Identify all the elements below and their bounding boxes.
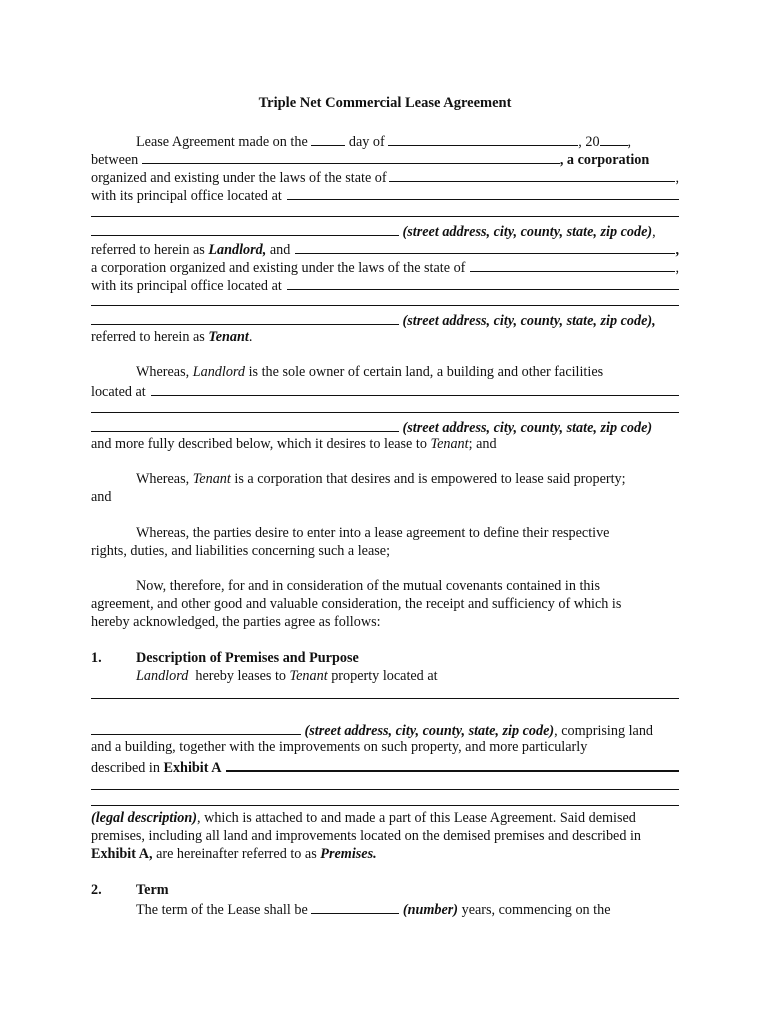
p1-line-10: referred to herein as Tenant.	[91, 329, 253, 345]
section-1-line-5: (legal description), which is attached to and made a part of this Lease Agreement. Said demised	[91, 810, 636, 826]
section-1-line-6: premises, including all land and improvements located on the demised premises and described in	[91, 828, 642, 844]
property-address-line[interactable]	[91, 412, 679, 413]
p5-line-1: Now, therefore, for and in consideration of the mutual covenants contained in this	[136, 578, 600, 594]
landlord-office-blank[interactable]	[287, 185, 679, 200]
tenant-name-blank[interactable]	[295, 239, 675, 254]
p4-line-2: rights, duties, and liabilities concerning such a lease;	[91, 543, 391, 559]
tenant-state-blank[interactable]	[470, 257, 675, 272]
section-1-number: 1.	[91, 650, 102, 666]
legal-description-line-1[interactable]	[91, 789, 679, 790]
property-address-blank[interactable]	[91, 417, 399, 432]
lease-day-blank[interactable]	[311, 131, 345, 146]
p1-line-6: referred to herein as Landlord, and ,	[91, 239, 679, 257]
p3-line-1: Whereas, Tenant is a corporation that desires and is empowered to lease said property;	[136, 471, 626, 487]
p1-line-8: with its principal office located at	[91, 275, 679, 293]
p2-line-2: located at	[91, 381, 679, 399]
document-title: Triple Net Commercial Lease Agreement	[258, 95, 512, 111]
p2-line-1: Whereas, Landlord is the sole owner of certain land, a building and other facilities	[136, 364, 604, 380]
section-1-line-4: described in Exhibit A	[91, 756, 679, 774]
p5-line-3: hereby acknowledged, the parties agree as follows:	[91, 614, 381, 630]
premises-location-line[interactable]	[91, 698, 679, 699]
property-location-blank[interactable]	[151, 381, 679, 396]
section-2-number: 2.	[91, 882, 102, 898]
p1-line-3: organized and existing under the laws of the state of ,	[91, 167, 679, 185]
p3-line-2: and	[91, 489, 112, 505]
section-1-line-2: (street address, city, county, state, zip code), comprising land	[91, 720, 679, 738]
p2-line-3: (street address, city, county, state, zip code)	[91, 417, 679, 435]
tenant-office-blank[interactable]	[287, 275, 679, 290]
landlord-address-line[interactable]	[91, 216, 679, 217]
p2-line-4: and more fully described below, which it desires to lease to Tenant; and	[91, 436, 497, 452]
section-2-heading: Term	[136, 882, 169, 898]
legal-description-line-2[interactable]	[91, 805, 679, 806]
landlord-name-blank[interactable]	[142, 149, 560, 164]
section-1-line-1: Landlord hereby leases to Tenant property located at	[136, 668, 438, 684]
tenant-address-blank[interactable]	[91, 310, 399, 325]
p5-line-2: agreement, and other good and valuable consideration, the receipt and sufficiency of which is	[91, 596, 622, 612]
p4-line-1: Whereas, the parties desire to enter into a lease agreement to define their respective	[136, 525, 610, 541]
p1-line-5: (street address, city, county, state, zip code),	[91, 221, 679, 239]
section-2-line-1: The term of the Lease shall be (number) years, commencing on the	[136, 899, 611, 919]
p1-line-7: a corporation organized and existing under the laws of the state of ,	[91, 257, 679, 275]
p1-line-9: (street address, city, county, state, zip code),	[91, 310, 679, 328]
exhibit-a-blank[interactable]	[226, 756, 679, 772]
term-years-blank[interactable]	[311, 899, 399, 914]
lease-year-blank[interactable]	[600, 131, 628, 146]
p1-line-2: between , a corporation	[91, 149, 679, 167]
tenant-address-line[interactable]	[91, 305, 679, 306]
premises-address-blank[interactable]	[91, 720, 301, 735]
landlord-state-blank[interactable]	[389, 167, 676, 182]
lease-month-blank[interactable]	[388, 131, 578, 146]
p1-line-1: Lease Agreement made on the day of , 20 ,	[136, 131, 679, 149]
section-1-line-3: and a building, together with the improvements on such property, and more particularly	[91, 739, 588, 755]
section-1-line-7: Exhibit A, are hereinafter referred to as Premises.	[91, 846, 377, 862]
section-1-heading: Description of Premises and Purpose	[136, 650, 359, 666]
p1-line-4: with its principal office located at	[91, 185, 679, 203]
landlord-address-blank[interactable]	[91, 221, 399, 236]
